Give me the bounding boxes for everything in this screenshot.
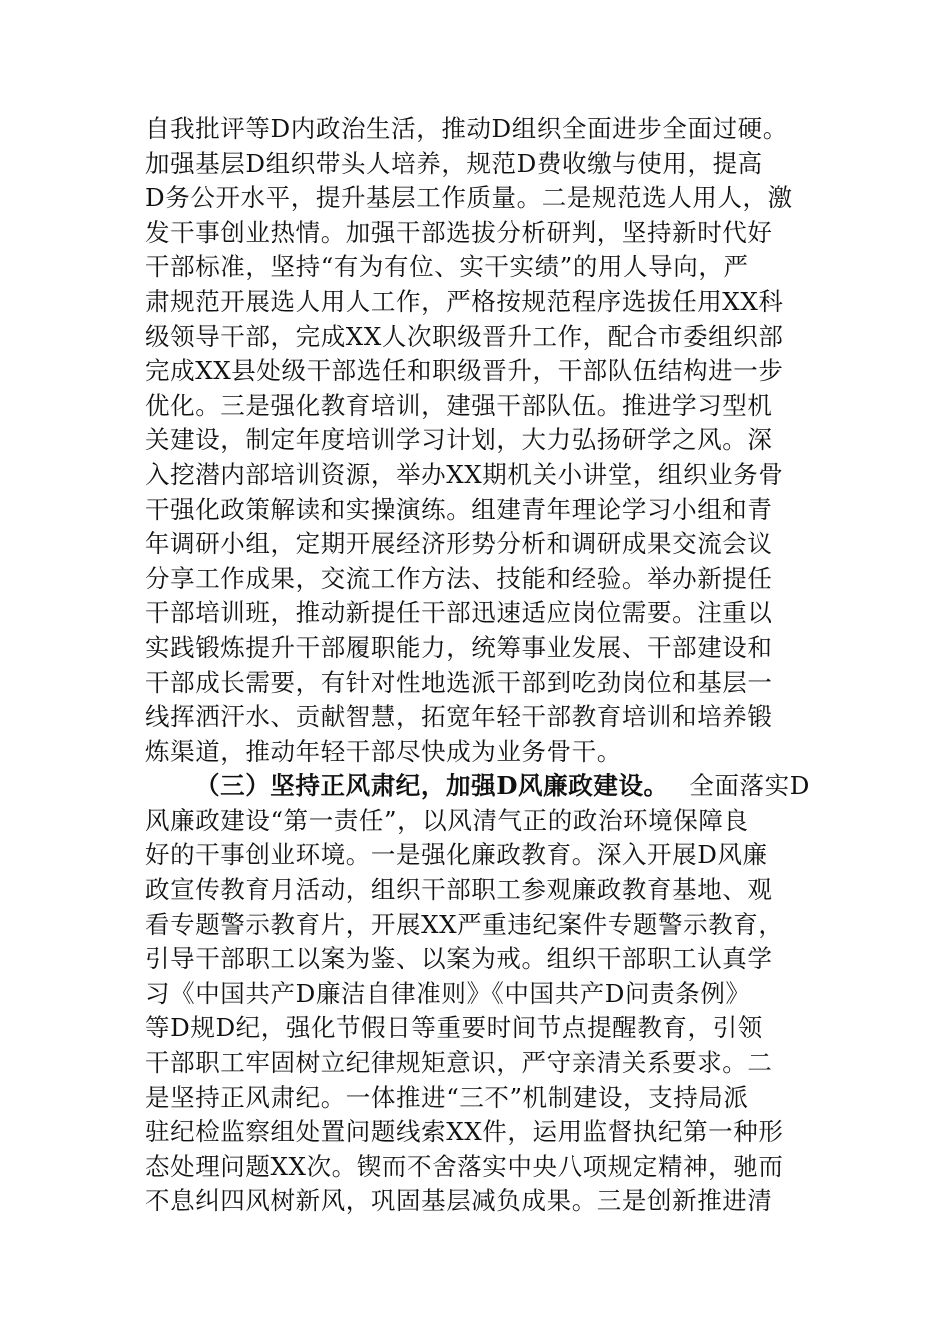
text-line-content: 分享工作成果，交流工作方法、技能和经验。举办新提任 bbox=[145, 563, 773, 593]
text-line-content: 实践锻炼提升干部履职能力，统筹事业发展、干部建设和 bbox=[145, 632, 773, 662]
section-heading: （三）坚持正风肃纪，加强D风廉政建设。 bbox=[195, 771, 669, 801]
text-line-content: 全面落实D bbox=[689, 771, 810, 801]
text-line bbox=[145, 666, 810, 701]
text-line bbox=[145, 631, 810, 666]
text-line-content: 线挥洒汗水、贡献智慧，拓宽年轻干部教育培训和培养锻 bbox=[145, 702, 773, 732]
text-line bbox=[145, 838, 810, 873]
text-line-content: 肃规范开展选人用人工作，严格按规范程序选拔任用XX科 bbox=[145, 286, 784, 316]
text-line bbox=[145, 147, 810, 182]
text-line-content: 完成XX县处级干部选任和职级晋升，干部队伍结构进一步 bbox=[145, 356, 784, 386]
text-line bbox=[145, 873, 810, 908]
text-line bbox=[145, 493, 810, 528]
text-line-content: 引导干部职工以案为鉴、以案为戒。组织干部职工认真学 bbox=[145, 944, 773, 974]
text-line bbox=[145, 735, 810, 770]
text-line bbox=[145, 1150, 810, 1185]
text-line bbox=[145, 1184, 810, 1219]
text-line-content: 态处理问题XX次。锲而不舍落实中央八项规定精神，驰而 bbox=[145, 1151, 784, 1181]
text-line bbox=[145, 1115, 810, 1150]
text-line bbox=[145, 181, 810, 216]
text-line bbox=[145, 1081, 810, 1116]
text-line-content: 等D规D纪，强化节假日等重要时间节点提醒教育，引领 bbox=[145, 1013, 763, 1043]
text-line bbox=[145, 389, 810, 424]
text-line-content: 驻纪检监察组处置问题线索XX件，运用监督执纪第一种形 bbox=[145, 1117, 784, 1147]
text-line bbox=[145, 527, 810, 562]
text-line bbox=[145, 700, 810, 735]
text-line bbox=[145, 354, 810, 389]
text-line-content: 不息纠四风树新风，巩固基层减负成果。三是创新推进清 bbox=[145, 1186, 773, 1216]
text-line-content: D务公开水平，提升基层工作质量。二是规范选人用人，激 bbox=[145, 183, 793, 213]
text-line bbox=[145, 562, 810, 597]
text-line-content: 政宣传教育月活动，组织干部职工参观廉政教育基地、观 bbox=[145, 875, 773, 905]
text-line bbox=[145, 1046, 810, 1081]
text-line-content: 风廉政建设“第一责任”，以风清气正的政治环境保障良 bbox=[145, 805, 749, 835]
text-line-content: 炼渠道，推动年轻干部尽快成为业务骨干。 bbox=[145, 736, 622, 766]
text-line bbox=[145, 596, 810, 631]
text-line bbox=[145, 285, 810, 320]
text-line-content: 干部成长需要，有针对性地选派干部到吃劲岗位和基层一 bbox=[145, 667, 773, 697]
text-line-content: 自我批评等D内政治生活，推动D组织全面进步全面过硬。 bbox=[145, 114, 788, 143]
text-line bbox=[145, 804, 810, 839]
text-line bbox=[145, 112, 810, 147]
text-line-content: 加强基层D组织带头人培养，规范D费收缴与使用，提高 bbox=[145, 148, 763, 178]
text-line-content: 是坚持正风肃纪。一体推进“三不”机制建设，支持局派 bbox=[145, 1082, 749, 1112]
text-line-content: 习《中国共产D廉洁自律准则》《中国共产D问责条例》 bbox=[145, 978, 751, 1008]
text-line bbox=[145, 250, 810, 285]
text-line bbox=[145, 908, 810, 943]
text-line bbox=[145, 977, 810, 1012]
text-line bbox=[145, 216, 810, 251]
text-line bbox=[145, 458, 810, 493]
text-line-content: 干强化政策解读和实操演练。组建青年理论学习小组和青 bbox=[145, 494, 773, 524]
text-line-content: 级领导干部，完成XX人次职级晋升工作，配合市委组织部 bbox=[145, 321, 784, 351]
text-line bbox=[145, 942, 810, 977]
text-line-content: 年调研小组，定期开展经济形势分析和调研成果交流会议 bbox=[145, 529, 773, 559]
text-line bbox=[145, 1011, 810, 1046]
text-line-content: 干部培训班，推动新提任干部迅速适应岗位需要。注重以 bbox=[145, 598, 773, 628]
text-line-content: 看专题警示教育片，开展XX严重违纪案件专题警示教育， bbox=[145, 909, 784, 939]
text-line bbox=[145, 320, 810, 355]
text-line-content: 发干事创业热情。加强干部选拔分析研判，坚持新时代好 bbox=[145, 217, 773, 247]
text-line-content: 关建设，制定年度培训学习计划，大力弘扬研学之风。深 bbox=[145, 425, 773, 455]
text-line-content: 干部职工牢固树立纪律规矩意识，严守亲清关系要求。二 bbox=[145, 1048, 773, 1078]
section-heading-line bbox=[145, 769, 810, 804]
text-line-content: 好的干事创业环境。一是强化廉政教育。深入开展D风廉 bbox=[145, 840, 768, 870]
text-line-content: 干部标准，坚持“有为有位、实干实绩”的用人导向，严 bbox=[145, 252, 749, 282]
text-line bbox=[145, 423, 810, 458]
document-body bbox=[145, 112, 810, 1219]
text-line-content: 入挖潜内部培训资源，举办XX期机关小讲堂，组织业务骨 bbox=[145, 459, 784, 489]
text-line-content: 优化。三是强化教育培训，建强干部队伍。推进学习型机 bbox=[145, 390, 773, 420]
